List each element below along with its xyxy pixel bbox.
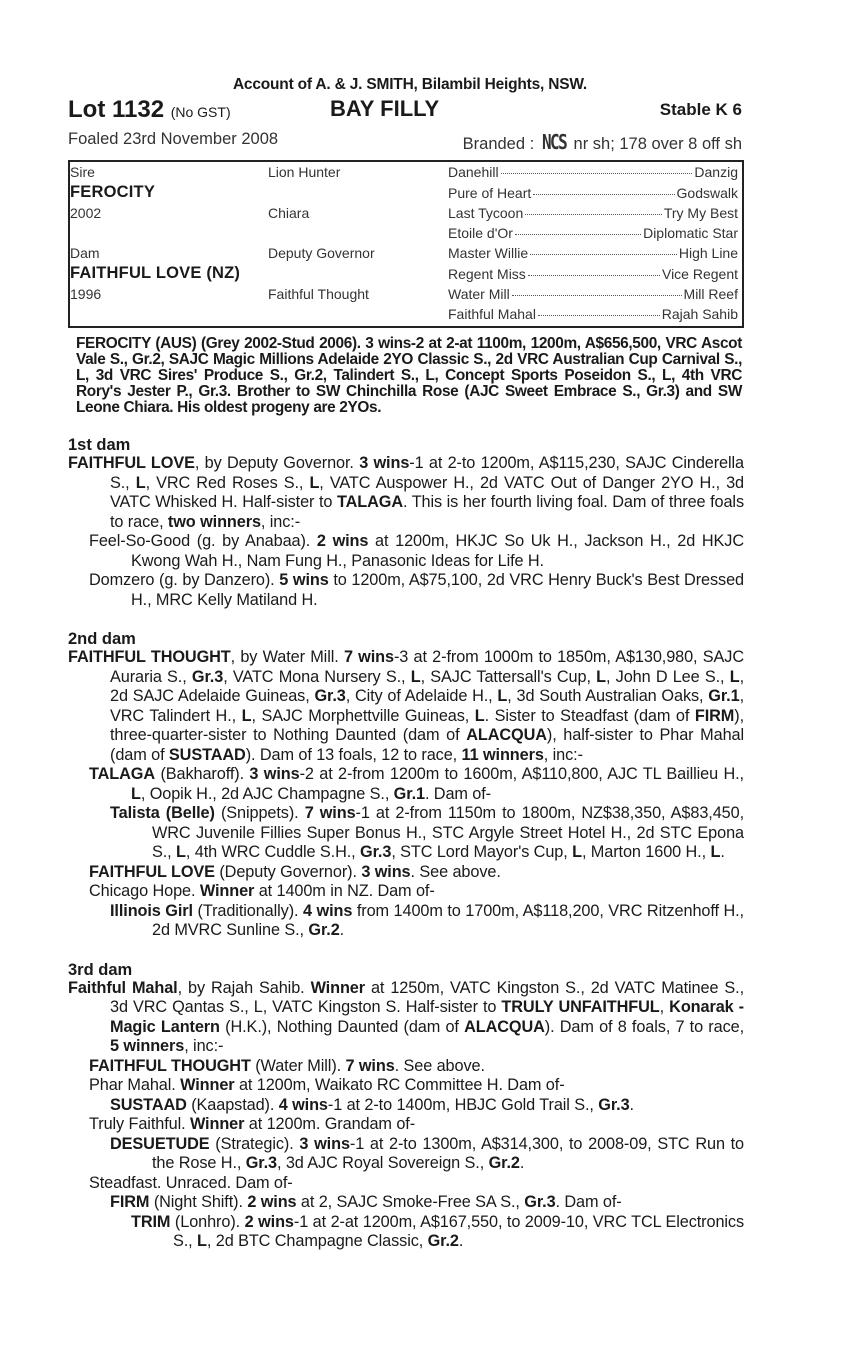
brand-mark-icon: NCS bbox=[541, 130, 566, 154]
dam-year: 1996 bbox=[70, 286, 102, 302]
leader-dots bbox=[525, 214, 662, 215]
grandparent-name: Danehill bbox=[448, 164, 499, 180]
section-title: 1st dam bbox=[68, 436, 131, 454]
grandparent-row bbox=[448, 205, 738, 221]
grandparent-parent: Vice Regent bbox=[661, 265, 738, 282]
grandparent-name: Regent Miss bbox=[448, 265, 526, 282]
pedigree-entry: Illinois Girl (Traditionally). 4 wins from 1400m to 1700m, A$118,200, VRC Ritzenhoff H., 2d MVRC Sunline S., Gr.2. bbox=[110, 901, 744, 939]
section-title: 2nd dam bbox=[68, 630, 136, 648]
stable-location: Stable K 6 bbox=[659, 100, 742, 119]
grandparent-parent: High Line bbox=[678, 245, 738, 261]
pedigree-entry: FAITHFUL THOUGHT, by Water Mill. 7 wins-3 at 2-from 1000m to 1850m, A$130,980, SAJC Auraria S., Gr.3, VATC Mona Nursery S., L, SAJC Tattersall's Cup, L, John D Lee S., L, 2d SAJC Adelaide Guineas, Gr.3, City of Adelaide H., L, 3d South Australian Oaks, Gr.1, VRC Talindert H., L, SAJC Morphettville Guineas, L. Sister to Steadfast (dam of FIRM), three-quarter-sister to Nothing Daunted (dam of ALACQUA), half-sister to Phar Mahal (dam of SUSTAAD). Dam of 13 foals, 12 to race, 11 winners, inc:- bbox=[68, 648, 745, 764]
grandparent-parent: Mill Reef bbox=[683, 286, 738, 302]
pedigree-table bbox=[68, 160, 744, 328]
grandparent-name: Last Tycoon bbox=[448, 205, 524, 221]
grandparent-parent: Try My Best bbox=[663, 205, 738, 221]
lot-number-text: Lot 1132 bbox=[68, 96, 165, 123]
foaled-date: Foaled 23rd November 2008 bbox=[68, 130, 279, 148]
grandparent-row bbox=[448, 185, 738, 201]
gst-note: (No GST) bbox=[170, 104, 231, 120]
grandparent-row bbox=[448, 306, 738, 322]
pedigree-entry: Steadfast. Unraced. Dam of- bbox=[89, 1173, 293, 1192]
pedigree-entry: TRIM (Lonhro). 2 wins-1 at 2-at 1200m, A$167,550, to 2009-10, VRC TCL Electronics S., L, 2d BTC Champagne Classic, Gr.2. bbox=[131, 1212, 744, 1250]
pedigree-entry: Faithful Mahal, by Rajah Sahib. Winner at 1250m, VATC Kingston S., 2d VATC Matinee S., 3d VRC Qantas S., L, VATC Kingston S. Half-sister to TRULY UNFAITHFUL, Konarak - Magic Lantern (H.K.), Nothing Daunted (dam of ALACQUA). Dam of 8 foals, 7 to race, 5 winners, inc:- bbox=[68, 978, 745, 1055]
sire-sire: Lion Hunter bbox=[268, 164, 341, 180]
leader-dots bbox=[528, 275, 660, 276]
leader-dots bbox=[538, 315, 660, 316]
branded-label: Branded : bbox=[462, 135, 535, 153]
sire-dam: Chiara bbox=[268, 205, 310, 221]
branded-detail: nr sh; 178 over 8 off sh bbox=[573, 135, 742, 153]
grandparent-row bbox=[448, 164, 738, 180]
grandparent-name: Faithful Mahal bbox=[448, 306, 536, 322]
pedigree-entry: FAITHFUL THOUGHT (Water Mill). 7 wins. See above. bbox=[89, 1056, 485, 1075]
grandparent-name: Water Mill bbox=[448, 286, 510, 302]
leader-dots bbox=[530, 254, 677, 255]
pedigree-entry: FIRM (Night Shift). 2 wins at 2, SAJC Smoke-Free SA S., Gr.3. Dam of- bbox=[110, 1193, 622, 1211]
dam-line-sections bbox=[68, 436, 744, 1252]
vendor-account: Account of A. & J. SMITH, Bilambil Heights, NSW. bbox=[232, 76, 588, 93]
pedigree-entry: Feel-So-Good (g. by Anabaa). 2 wins at 1200m, HKJC So Uk H., Jackson H., 2d HKJC Kwong Wah H., Nam Fung H., Panasonic Ideas for Life H. bbox=[89, 532, 744, 570]
pedigree-entry: FAITHFUL LOVE, by Deputy Governor. 3 wins-1 at 2-to 1200m, A$115,230, SAJC Cinderella S., L, VRC Red Roses S., L, VATC Auspower H., 2d VATC Out of Danger 2YO H., 3d VATC Whisked H. Half-sister to TALAGA. This is her fourth living foal. Dam of three foals to race, two winners, inc:- bbox=[68, 454, 745, 531]
dam-name: FAITHFUL LOVE (NZ) bbox=[70, 264, 241, 282]
sire-name: FEROCITY bbox=[70, 183, 156, 201]
leader-dots bbox=[533, 194, 674, 195]
leader-dots bbox=[515, 234, 641, 235]
dam-label: Dam bbox=[70, 245, 100, 261]
brand-info bbox=[463, 130, 742, 154]
dam-sire: Deputy Governor bbox=[268, 245, 375, 261]
sire-year: 2002 bbox=[70, 205, 102, 221]
pedigree-entry: TALAGA (Bakharoff). 3 wins-2 at 2-from 1200m to 1600m, A$110,800, AJC TL Baillieu H., L, Oopik H., 2d AJC Champagne S., Gr.1. Dam of- bbox=[89, 765, 744, 803]
grandparent-parent: Danzig bbox=[694, 164, 738, 180]
grandparent-parent: Diplomatic Star bbox=[643, 225, 738, 241]
foaling-brand-line bbox=[68, 128, 744, 154]
section-title: 3rd dam bbox=[68, 960, 133, 979]
pedigree-entry: Talista (Belle) (Snippets). 7 wins-1 at 2-from 1150m to 1800m, NZ$38,350, A$83,450, WRC Juvenile Fillies Super Bonus H., STC Argyle Street Hotel H., 2d STC Epona S., L, 4th WRC Cuddle S.H., Gr.3, STC Lord Mayor's Cup, L, Marton 1600 H., L. bbox=[110, 804, 745, 861]
pedigree-entry: Phar Mahal. Winner at 1200m, Waikato RC Committee H. Dam of- bbox=[89, 1076, 565, 1094]
leader-dots bbox=[501, 173, 693, 174]
grandparent-row bbox=[448, 245, 738, 261]
sire-summary: FEROCITY (AUS) (Grey 2002-Stud 2006). 3 wins-2 at 2-at 1100m, 1200m, A$656,500, VRC Ascot Vale S., Gr.2, SAJC Magic Millions Adelaide 2YO Classic S., 2d VRC Australian Cup Carnival S., L, 3d VRC Sires' Produce S., Gr.2, Talindert S., L, Concept Sports Poseidon S., L, 4th VRC Rory's Jester P., Gr.3. Brother to SW Chinchilla Rose (AJC Sweet Embrace S., Gr.3) and SW Leone Chiara. His oldest progeny are 2YOs. bbox=[76, 335, 742, 416]
pedigree-entry: SUSTAAD (Kaapstad). 4 wins-1 at 2-to 1400m, HBJC Gold Trail S., Gr.3. bbox=[110, 1095, 634, 1114]
catalogue-page bbox=[68, 76, 744, 1252]
sire-label: Sire bbox=[70, 164, 95, 180]
pedigree-entry: Chicago Hope. Winner at 1400m in NZ. Dam of- bbox=[89, 882, 435, 900]
grandparent-row bbox=[448, 225, 738, 241]
pedigree-entry: FAITHFUL LOVE (Deputy Governor). 3 wins. See above. bbox=[89, 862, 501, 881]
pedigree-entry: Domzero (g. by Danzero). 5 wins to 1200m, A$75,100, 2d VRC Henry Buck's Best Dressed H., MRC Kelly Matiland H. bbox=[89, 571, 744, 609]
pedigree-entry: DESUETUDE (Strategic). 3 wins-1 at 2-to 1300m, A$314,300, to 2008-09, STC Run to the Rose H., Gr.3, 3d AJC Royal Sovereign S., Gr.2. bbox=[110, 1134, 745, 1172]
lot-header bbox=[68, 96, 744, 128]
grandparent-name: Pure of Heart bbox=[448, 184, 532, 201]
horse-description: BAY FILLY bbox=[330, 96, 440, 121]
grandparent-parent: Godswalk bbox=[676, 184, 738, 201]
grandparent-row bbox=[448, 286, 738, 302]
grandparent-name: Master Willie bbox=[448, 245, 529, 261]
lot-number bbox=[68, 96, 231, 124]
leader-dots bbox=[512, 295, 682, 296]
grandparent-parent: Rajah Sahib bbox=[661, 306, 738, 322]
grandparent-name: Etoile d'Or bbox=[448, 225, 513, 241]
pedigree-entry: Truly Faithful. Winner at 1200m. Grandam of- bbox=[89, 1115, 416, 1133]
grandparent-row bbox=[448, 266, 738, 282]
dam-dam: Faithful Thought bbox=[268, 286, 369, 302]
